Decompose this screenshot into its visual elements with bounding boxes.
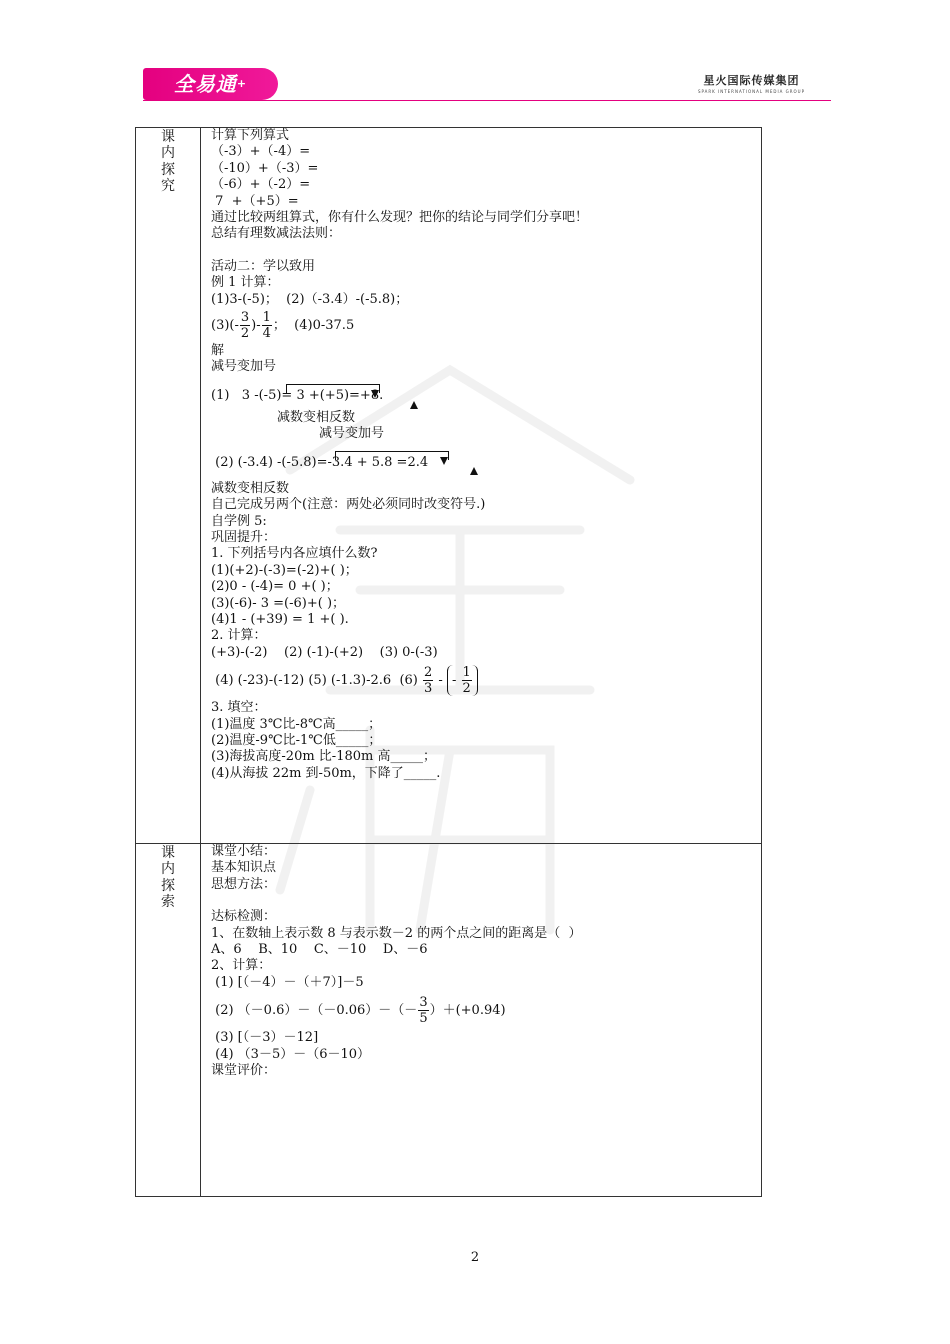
- question-title: 1. 下列括号内各应填什么数?: [211, 546, 378, 562]
- intro-line: 总结有理数减法法则：: [211, 226, 342, 242]
- annotation: 减号变加号: [211, 359, 277, 375]
- test-item: (4) （3－5）－（6－10）: [211, 1046, 371, 1062]
- fraction-denominator: 2: [240, 326, 250, 342]
- test-text: (2) （－0.6）－（－0.06）－（－: [211, 1003, 418, 1019]
- question-fraction-line: [211, 665, 757, 696]
- solution-line: (1) 3 -(-5)= 3 +(+5)=+8.: [211, 387, 384, 403]
- fraction: [462, 665, 472, 696]
- publisher-name-en: SPARK INTERNATIONAL MEDIA GROUP: [697, 89, 805, 94]
- arrow-up-icon: [470, 467, 478, 475]
- fraction-denominator: 2: [462, 681, 471, 697]
- page-number: 2: [470, 1250, 480, 1265]
- section-heading: 巩固提升：: [211, 529, 277, 545]
- example-text: (3)(-: [211, 318, 239, 334]
- section-content-cell: [201, 128, 762, 844]
- question-title: 2. 计算：: [211, 628, 267, 644]
- solution-diagram: [211, 376, 757, 410]
- example-text: ； (4)0-37.5: [272, 318, 355, 334]
- publisher-brand: [698, 72, 805, 94]
- fraction: [262, 310, 272, 341]
- publisher-name: 星火国际传媒集团: [703, 74, 800, 87]
- annotation: 减号变加号: [319, 426, 385, 442]
- section-heading: 达标检测：: [211, 909, 277, 925]
- question-title: 3. 填空：: [211, 700, 267, 716]
- instruction: 自己完成另两个(注意：两处必须同时改变符号.): [211, 497, 486, 513]
- intro-line: （-3）+（-4）=: [211, 144, 311, 160]
- fraction-numerator: 1: [462, 665, 471, 681]
- arrow-down-icon: [440, 457, 448, 465]
- question-item: (2)温度-9℃比-1℃低_____；: [211, 732, 382, 748]
- summary-item: 思想方法：: [211, 876, 277, 892]
- intro-line: 通过比较两组算式，你有什么发现？把你的结论与同学们分享吧！: [211, 210, 589, 226]
- lesson-table: [135, 127, 762, 1197]
- test-item: (1) [（－4）－（＋7）]－5: [211, 974, 364, 990]
- section-heading: 课堂评价：: [211, 1063, 277, 1079]
- question-item: (1)(+2)-(-3)=(-2)+( )；: [211, 562, 358, 578]
- section-label-cell: [136, 844, 201, 1197]
- section-label-cell: [136, 128, 201, 844]
- intro-line: 7 +（+5）=: [211, 193, 299, 209]
- section-label-char: 探: [161, 877, 175, 894]
- arrow-up-icon: [410, 401, 418, 409]
- solution-diagram: [211, 443, 757, 477]
- activity-title: 活动二：学以致用: [211, 258, 316, 274]
- annotation: 减数变相反数: [277, 409, 356, 425]
- annotation: 减数变相反数: [211, 480, 290, 496]
- summary-item: 基本知识点: [211, 860, 277, 876]
- question-item: (2)0 - (-4)= 0 +( )；: [211, 579, 339, 595]
- question-item: (3)海拔高度-20m 比-180m 高_____；: [211, 749, 436, 765]
- fraction-numerator: 3: [240, 310, 250, 326]
- fraction: [418, 995, 428, 1026]
- section-heading: 课堂小结：: [211, 844, 277, 859]
- fraction-denominator: 3: [424, 681, 433, 697]
- table-row: [136, 128, 762, 844]
- solution-line: (2) (-3.4) -(-5.8)=-3.4 + 5.8 =2.4: [211, 454, 429, 470]
- intro-line: 计算下列算式: [211, 128, 290, 143]
- solution-label: 解: [211, 343, 225, 359]
- section-label-char: 内: [161, 145, 175, 162]
- test-question: 2、计算：: [211, 958, 272, 974]
- page-header: [0, 0, 950, 110]
- section-content-cell: [201, 844, 762, 1197]
- test-fraction-line: [211, 995, 757, 1026]
- fraction-numerator: 1: [262, 310, 271, 326]
- fraction-numerator: 2: [424, 665, 433, 681]
- test-item: (3) [（－3）－12]: [211, 1030, 319, 1046]
- section-label-char: 内: [161, 861, 175, 878]
- logo-star-icon: +: [236, 77, 248, 90]
- fraction-denominator: 4: [262, 326, 271, 342]
- test-text: ）＋(+0.94): [429, 1003, 506, 1019]
- question-text: -: [451, 673, 457, 689]
- fraction-numerator: 3: [419, 995, 428, 1011]
- example-fraction-line: [211, 310, 757, 341]
- fraction: [423, 665, 433, 696]
- logo-text: 全易通: [173, 72, 237, 96]
- question-item: (3)(-6)- 3 =(-6)+( )；: [211, 595, 346, 611]
- brand-logo: [143, 68, 278, 100]
- absolute-bracket: [447, 665, 478, 696]
- section-label-char: 探: [161, 161, 175, 178]
- example-line: (1)3-(-5)； (2)（-3.4）-(-5.8)；: [211, 291, 409, 307]
- section-label-char: 课: [161, 129, 175, 145]
- instruction: 自学例 5:: [211, 513, 267, 529]
- example-text: )-: [251, 318, 261, 334]
- question-item: (4)从海拔 22m 到-50m，下降了_____.: [211, 765, 441, 781]
- question-item: (1)温度 3℃比-8℃高_____；: [211, 716, 382, 732]
- section-label-char: 课: [161, 845, 175, 861]
- table-row: [136, 844, 762, 1197]
- test-options: A、6 B、10 C、－10 D、－6: [211, 942, 428, 958]
- test-question: 1、在数轴上表示数 8 与表示数－2 的两个点之间的距离是（ ）: [211, 925, 582, 941]
- question-text: -: [434, 673, 447, 689]
- example-title: 例 1 计算：: [211, 275, 280, 291]
- fraction-denominator: 5: [419, 1011, 428, 1027]
- section-label-char: 索: [161, 894, 175, 911]
- question-text: (4) (-23)-(-12) (5) (-1.3)-2.6 (6): [211, 673, 422, 689]
- intro-line: （-10）+（-3）=: [211, 160, 319, 176]
- fraction: [240, 310, 250, 341]
- header-divider: [143, 100, 831, 101]
- question-item: (+3)-(-2) (2) (-1)-(+2) (3) 0-(-3): [211, 644, 438, 660]
- section-label-char: 究: [161, 178, 175, 195]
- intro-line: （-6）+（-2）=: [211, 177, 311, 193]
- question-item: (4)1 - (+39) = 1 +( ).: [211, 611, 349, 627]
